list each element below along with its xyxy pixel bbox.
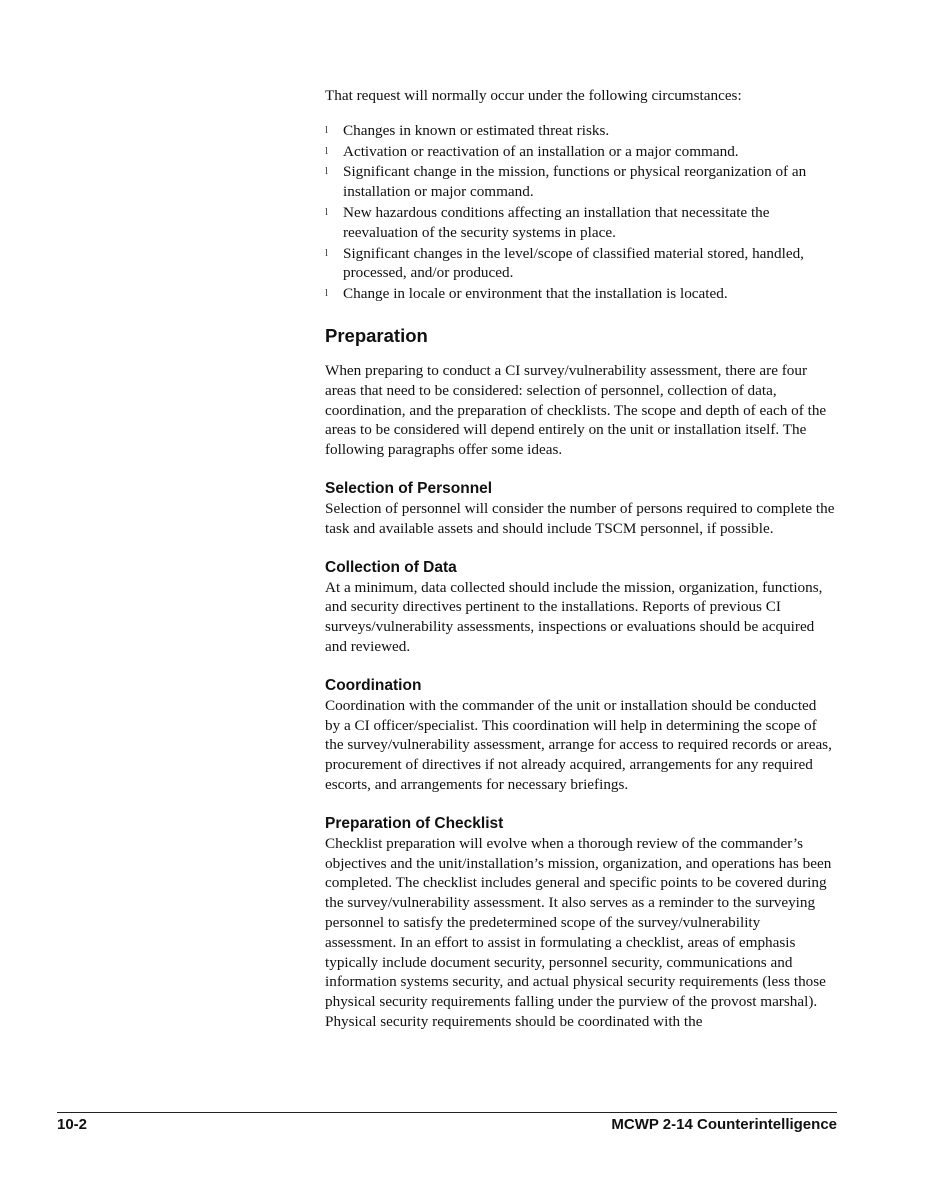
intro-paragraph: That request will normally occur under the following circumstances: — [325, 87, 742, 104]
list-item: l Significant changes in the level/scope of classified material stored, handled, processed, and/or produced. — [325, 244, 804, 282]
coordination-heading: Coordination — [325, 676, 422, 694]
bullet-icon: l — [325, 287, 329, 300]
checklist-heading: Preparation of Checklist — [325, 814, 504, 832]
selection-paragraph: Selection of personnel will consider the number of persons required to complete the task and available assets and should include TSCM personnel, if possible. — [325, 499, 835, 537]
checklist-paragraph: Checklist preparation will evolve when a thorough review of the commander’s objectives and the unit/installation’s mission, organization, and operations has been completed. The checklist includes general and specific points to be covered during the survey/vulnerability assessment. It also serves as a reminder to the surveying personnel to satisfy the predetermined scope of the survey/vulnerability assessment. In an effort to assist in formulating a checklist, areas of emphasis typically include document security, personnel security, communications and information systems security, and actual physical security requirements (less those physical security requirements falling under the purview of the provost marshal). Physical security requirements should be coordinated with the — [325, 834, 832, 1030]
list-item: l New hazardous conditions affecting an installation that necessitate the reevaluation of the security systems in place. — [325, 203, 770, 241]
preparation-heading: Preparation — [325, 324, 428, 346]
collection-heading: Collection of Data — [325, 558, 457, 576]
list-item: l Significant change in the mission, functions or physical reorganization of an installation or major command. — [325, 163, 807, 201]
bullet-icon: l — [325, 165, 329, 178]
bullet-icon: l — [325, 144, 329, 157]
selection-heading: Selection of Personnel — [325, 479, 493, 497]
footer-divider — [57, 1112, 837, 1113]
collection-paragraph: At a minimum, data collected should include the mission, organization, functions, and security directives pertinent to the installations. Reports of previous CI surveys/vulnerability assessments, inspections or evaluations should be acquired and reviewed. — [325, 578, 823, 655]
coordination-paragraph: Coordination with the commander of the unit or installation should be conducted by a CI officer/specialist. This coordination will help in determining the scope of the survey/vulnerability assessment, arrange for access to required records or areas, procurement of directives if not already acquired, arrangements for any required escorts, and arrangements for necessary briefings. — [325, 696, 832, 793]
list-item: l Changes in known or estimated threat risks. — [325, 121, 610, 139]
page-number: 10-2 — [57, 1116, 88, 1133]
publication-title: MCWP 2-14 Counterintelligence — [611, 1116, 837, 1133]
bullet-icon: l — [325, 205, 329, 218]
page-body — [325, 86, 835, 1032]
list-item: l Activation or reactivation of an installation or a major command. — [325, 142, 739, 160]
preparation-paragraph: When preparing to conduct a CI survey/vulnerability assessment, there are four areas that need to be considered: selection of personnel, collection of data, coordination, and the preparation of checklists. The scope and depth of each of the areas to be considered will depend entirely on the unit or installation itself. The following paragraphs offer some ideas. — [325, 361, 827, 459]
bullet-icon: l — [325, 246, 329, 259]
circumstances-list — [325, 121, 835, 304]
bullet-icon: l — [325, 123, 329, 136]
list-item: l Change in locale or environment that the installation is located. — [325, 285, 728, 303]
